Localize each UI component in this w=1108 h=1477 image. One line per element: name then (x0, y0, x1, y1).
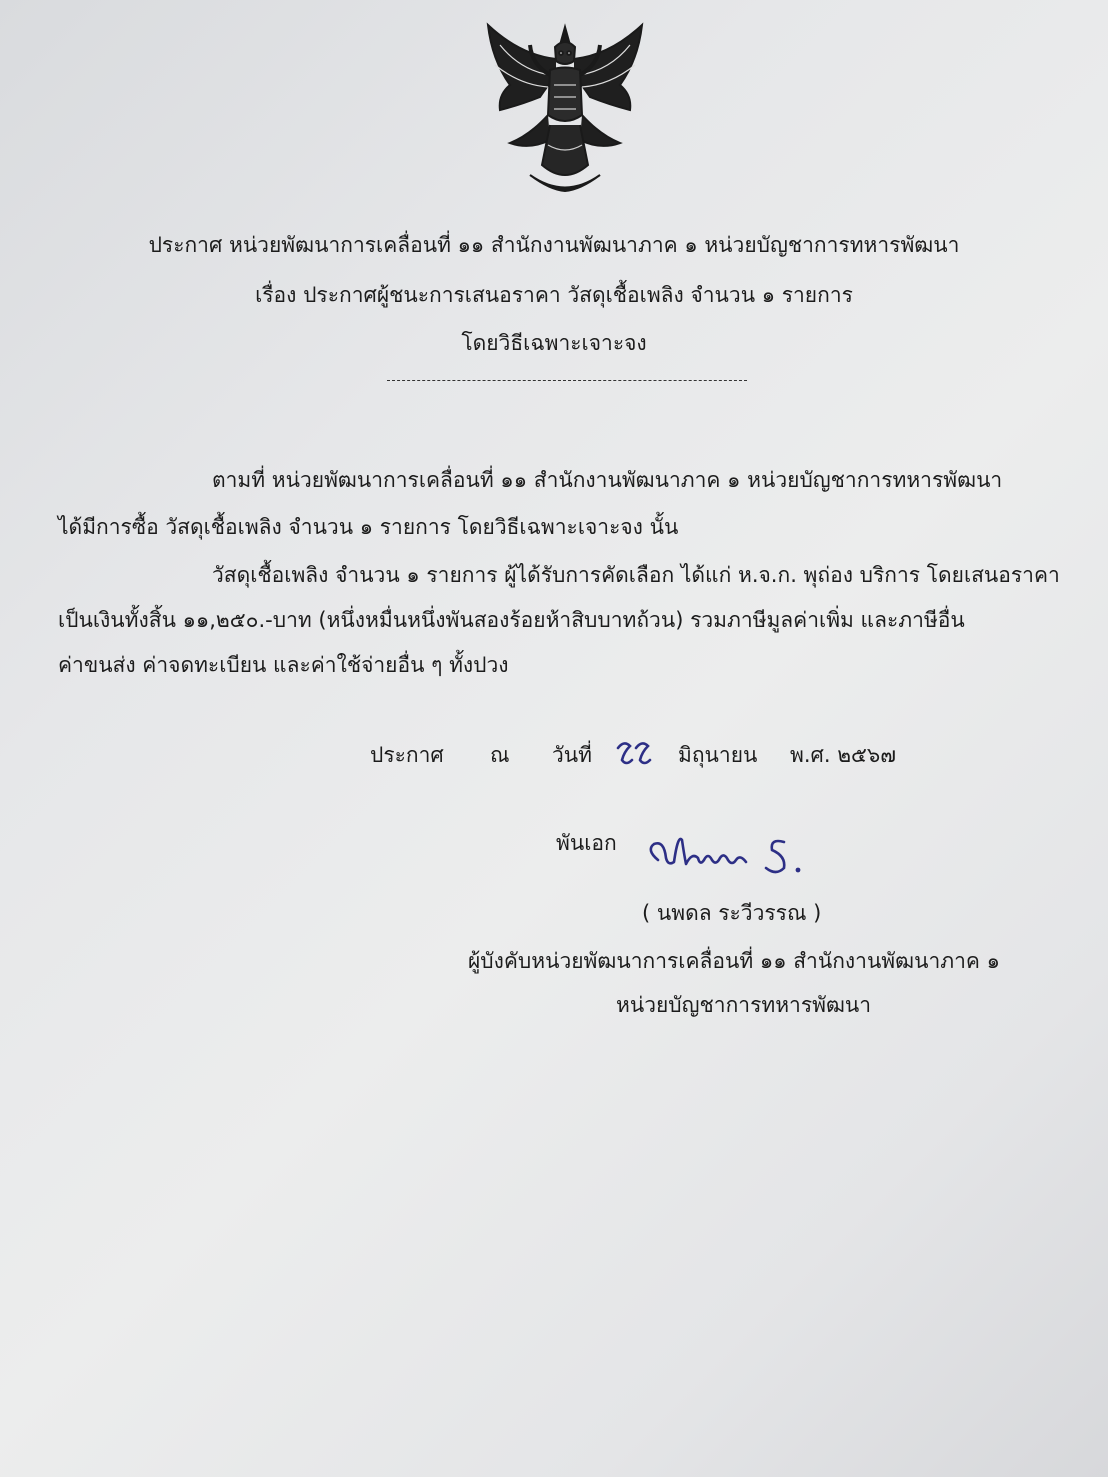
signatory-rank: พันเอก (556, 831, 617, 855)
signatory-title-1: ผู้บังคับหน่วยพัฒนาการเคลื่อนที่ ๑๑ สำนักงานพัฒนาภาค ๑ (468, 949, 1000, 973)
announce-at: ณ (490, 743, 510, 767)
handwritten-day (614, 738, 656, 770)
header-divider (387, 380, 747, 381)
signatory-name: ( นพดล ระวีวรรณ ) (642, 901, 822, 925)
paragraph-1-line-1: ตามที่ หน่วยพัฒนาการเคลื่อนที่ ๑๑ สำนักงานพัฒนาภาค ๑ หน่วยบัญชาการทหารพัฒนา (212, 468, 1003, 492)
signatory-title-2: หน่วยบัญชาการทหารพัฒนา (616, 993, 872, 1017)
announce-day-label: วันที่ (552, 743, 592, 767)
announce-month: มิถุนายน (678, 743, 758, 767)
garuda-emblem-icon (470, 15, 660, 200)
paragraph-2-line-1: วัสดุเชื้อเพลิง จำนวน ๑ รายการ ผู้ได้รับการคัดเลือก ได้แก่ ห.จ.ก. พุถ่อง บริการ โดยเสนอราคา (212, 563, 1060, 587)
paragraph-2-line-3: ค่าขนส่ง ค่าจดทะเบียน และค่าใช้จ่ายอื่น ๆ ทั้งปวง (58, 653, 509, 677)
announcement-subject: เรื่อง ประกาศผู้ชนะการเสนอราคา วัสดุเชื้อเพลิง จำนวน ๑ รายการ (255, 283, 853, 307)
paragraph-1-line-2: ได้มีการซื้อ วัสดุเชื้อเพลิง จำนวน ๑ รายการ โดยวิธีเฉพาะเจาะจง นั้น (58, 515, 679, 539)
announcement-method: โดยวิธีเฉพาะเจาะจง (461, 331, 647, 355)
handwritten-signature (638, 820, 813, 890)
announce-year: พ.ศ. ๒๕๖๗ (790, 743, 897, 767)
announce-label: ประกาศ (370, 743, 444, 767)
announcement-title: ประกาศ หน่วยพัฒนาการเคลื่อนที่ ๑๑ สำนักงานพัฒนาภาค ๑ หน่วยบัญชาการทหารพัฒนา (148, 233, 960, 257)
paragraph-2-line-2: เป็นเงินทั้งสิ้น ๑๑,๒๕๐.-บาท (หนึ่งหมื่นหนึ่งพันสองร้อยห้าสิบบาทถ้วน) รวมภาษีมูลค่าเพิ่ม และภาษีอื่น (58, 608, 965, 632)
